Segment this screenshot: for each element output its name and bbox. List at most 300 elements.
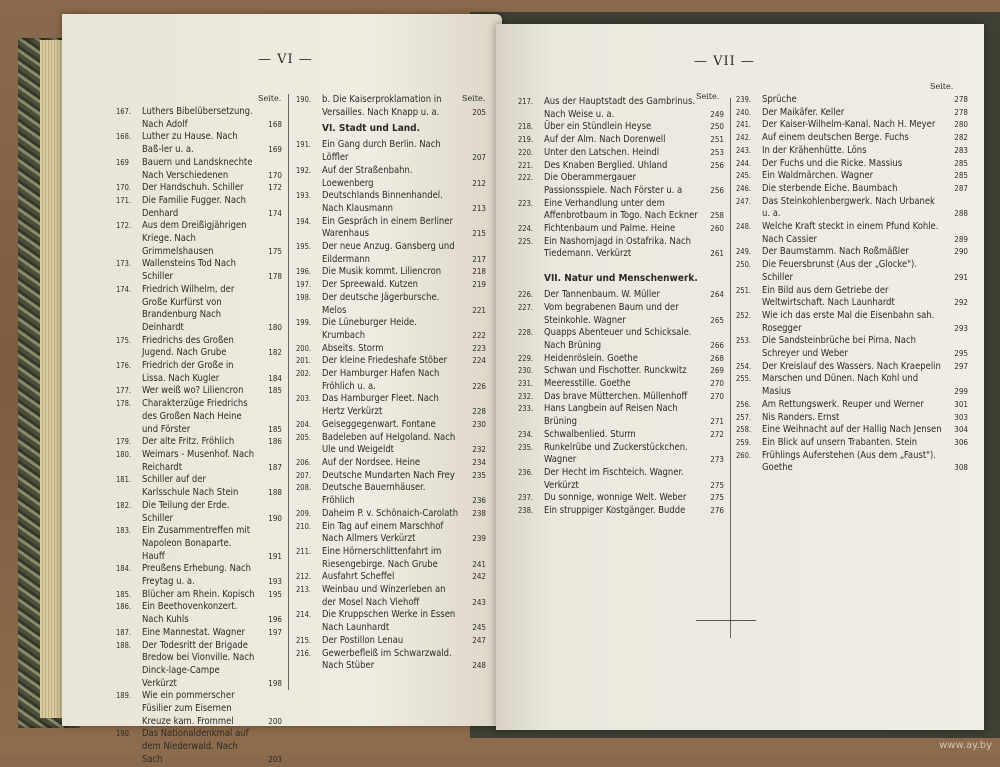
entry-number: 252. — [736, 310, 752, 320]
toc-entry — [116, 589, 282, 602]
entry-page: 269 — [710, 366, 724, 376]
toc-entry — [116, 474, 282, 499]
page-number-left: — VI — — [258, 52, 313, 67]
entry-title: Eine Hörnerschlittenfahrt im Riesengebirge. Nach Grube — [322, 545, 442, 570]
toc-entry — [296, 393, 486, 418]
toc-entry — [296, 584, 486, 609]
toc-entry — [296, 292, 486, 317]
entry-number: 212. — [296, 572, 312, 582]
entry-title: Die Familie Fugger. Nach Denhard — [142, 194, 246, 219]
toc-entry — [116, 690, 282, 728]
entry-number: 243. — [736, 145, 752, 155]
toc-entry — [116, 182, 282, 195]
entry-page: 195 — [268, 589, 282, 599]
entry-page: 185 — [268, 386, 282, 396]
entry-number: 230. — [518, 366, 534, 376]
entry-page: 217 — [472, 254, 486, 264]
entry-page: 251 — [710, 135, 724, 145]
entry-title: Blücher am Rhein. Kopisch — [142, 588, 255, 600]
entry-number: 227. — [518, 302, 534, 312]
toc-entry — [518, 147, 724, 160]
entry-number: 223. — [518, 198, 534, 208]
entry-page: 292 — [954, 298, 968, 308]
entry-number: 176. — [116, 361, 132, 371]
entry-number: 167. — [116, 107, 132, 116]
entry-page: 270 — [710, 391, 724, 401]
entry-page: 278 — [954, 107, 968, 117]
entry-page: 188 — [268, 488, 282, 498]
entry-page: 200 — [268, 716, 282, 726]
entry-page: 272 — [710, 429, 724, 439]
entry-page: 222 — [472, 330, 486, 340]
toc-entry — [736, 450, 968, 475]
entry-title: Quapps Abenteuer und Schicksale. Nach Brüning — [544, 327, 692, 351]
toc-column-left-2 — [296, 94, 486, 673]
entry-title: Eine Mannestat. Wagner — [142, 626, 246, 638]
entry-title: Aus dem Dreißigjährigen Kriege. Nach Grimmelshausen — [142, 220, 247, 257]
toc-entry — [518, 403, 724, 428]
toc-entry — [296, 266, 486, 279]
entry-number: 216. — [296, 648, 312, 658]
toc-entry — [736, 221, 968, 246]
entry-number: 171. — [116, 195, 132, 205]
entry-page: 261 — [710, 249, 724, 259]
toc-entry — [296, 457, 486, 470]
entry-number: 218. — [518, 122, 534, 132]
entry-title: In der Krähenhütte. Löns — [762, 144, 867, 156]
entry-number: 168. — [116, 132, 132, 142]
entry-title: Der Spreewald. Kutzen — [322, 279, 418, 291]
entry-title: Der Postillon Lenau — [322, 634, 404, 646]
entry-title: Auf der Nordsee. Heine — [322, 456, 421, 468]
entry-title: Sprüche — [762, 94, 797, 105]
entry-number: 207. — [296, 470, 312, 480]
entry-page: 297 — [954, 361, 968, 371]
entry-page: 193 — [268, 577, 282, 587]
entry-number: 260. — [736, 450, 752, 460]
entry-number: 249. — [736, 247, 752, 257]
entry-page: 299 — [954, 387, 968, 397]
entry-page: 185 — [268, 424, 282, 434]
entry-page: 256 — [710, 160, 724, 170]
toc-entry — [116, 360, 282, 385]
entry-page: 278 — [954, 95, 968, 104]
toc-entry — [116, 436, 282, 449]
toc-entry — [296, 648, 486, 673]
toc-entry — [296, 521, 486, 546]
entry-number: 185. — [116, 589, 132, 599]
entry-page: 215 — [472, 229, 486, 239]
entry-title: Der Baumstamm. Nach Roßmäßler — [762, 246, 909, 258]
entry-number: 239. — [736, 95, 752, 104]
entry-title: Der Hamburger Hafen Nach Fröhlich u. a. — [322, 368, 440, 392]
entry-page: 178 — [268, 272, 282, 282]
seite-header-right-col1: Seite. — [696, 92, 720, 101]
entry-title: Hans Langbein auf Reisen Nach Brüning — [544, 403, 678, 428]
entry-number: 233. — [518, 404, 534, 414]
section-heading: VI. Stadt und Land. — [322, 123, 421, 135]
toc-entry — [518, 467, 724, 492]
toc-entry — [736, 158, 968, 171]
entry-title: Der Todesritt der Brigade Bredow bei Vionville. Nach Dinck-lage-Campe Verkürzt — [142, 639, 255, 689]
entry-page: 265 — [710, 315, 724, 325]
entry-number: 215. — [296, 635, 312, 645]
toc-entry — [736, 361, 968, 374]
entry-page: 256 — [710, 185, 724, 195]
entry-page: 207 — [472, 153, 486, 163]
entry-page: 247 — [472, 635, 486, 645]
entry-title: Aus der Hauptstadt des Gambrinus. Nach Weise u. a. — [544, 96, 696, 120]
entry-number: 194. — [296, 216, 312, 226]
toc-entry — [296, 432, 486, 457]
entry-page: 221 — [472, 305, 486, 315]
right-page — [496, 24, 984, 730]
entry-number: 204. — [296, 419, 312, 429]
entry-number: 226. — [518, 290, 534, 300]
entry-number: 251. — [736, 285, 752, 295]
entry-page: 205 — [472, 107, 486, 117]
entry-page: 282 — [954, 133, 968, 143]
entry-title: Bauern und Landsknechte Nach Verschiedenen — [142, 156, 253, 181]
toc-entry — [296, 279, 486, 292]
entry-number: 170. — [116, 183, 132, 193]
entry-number: 186. — [116, 602, 132, 612]
entry-number: 175. — [116, 335, 132, 345]
entry-number: 250. — [736, 260, 752, 270]
entry-number: 177. — [116, 386, 132, 396]
entry-title: Der Fuchs und die Ricke. Massius — [762, 157, 903, 169]
entry-page: 230 — [472, 419, 486, 429]
entry-title: Frühlings Auferstehen (Aus dem „Faust"). Goethe — [762, 449, 936, 474]
entry-page: 242 — [472, 572, 486, 582]
entry-number: 242. — [736, 133, 752, 143]
entry-page: 236 — [472, 496, 486, 506]
entry-page: 287 — [954, 183, 968, 193]
entry-number: 217. — [518, 97, 534, 106]
entry-page: 223 — [472, 343, 486, 353]
entry-page: 184 — [268, 373, 282, 383]
entry-title: Der Tannenbaum. W. Müller — [544, 289, 660, 301]
entry-title: Des Knaben Berglied. Uhland — [544, 159, 668, 171]
toc-entry — [296, 470, 486, 483]
entry-page: 239 — [472, 534, 486, 544]
entry-number: 245. — [736, 171, 752, 181]
toc-entry — [736, 310, 968, 335]
toc-entry — [116, 335, 282, 360]
entry-title: Gewerbefleiß im Schwarzwald. Nach Stüber — [322, 647, 452, 672]
entry-number: 203. — [296, 394, 312, 404]
entry-number: 192. — [296, 165, 312, 175]
entry-number: 172. — [116, 221, 132, 231]
toc-entry — [518, 134, 724, 147]
entry-page: 182 — [268, 348, 282, 358]
entry-number: 247. — [736, 196, 752, 206]
entry-title: Das brave Mütterchen. Müllenhoff — [544, 390, 688, 402]
toc-entry — [736, 259, 968, 284]
section-heading: VII. Natur und Menschenwerk. — [544, 273, 698, 285]
entry-page: 301 — [954, 399, 968, 409]
entry-title: Die Feuersbrunst (Aus der „Glocke"). Schiller — [762, 259, 917, 283]
toc-entry — [518, 160, 724, 173]
toc-entry — [296, 139, 486, 164]
end-rule — [696, 620, 756, 621]
entry-number: 189. — [116, 691, 132, 701]
entry-page: 218 — [472, 267, 486, 277]
entry-title: Marschen und Dünen. Nach Kohl und Masius — [762, 373, 919, 398]
toc-entry — [736, 170, 968, 183]
entry-page: 306 — [954, 437, 968, 447]
entry-number: 190. — [116, 729, 132, 739]
toc-entry — [736, 335, 968, 360]
entry-page: 241 — [472, 559, 486, 569]
entry-page: 213 — [472, 203, 486, 213]
seite-header-left-col1: Seite. — [258, 94, 282, 103]
toc-entry — [296, 508, 486, 521]
entry-title: Badeleben auf Helgoland. Nach Ule und Weigeldt — [322, 431, 456, 456]
entry-page: 293 — [954, 323, 968, 333]
entry-number: 256. — [736, 399, 752, 409]
entry-number: 254. — [736, 361, 752, 371]
toc-column-left-1 — [116, 106, 282, 767]
entry-page: 234 — [472, 457, 486, 467]
toc-entry — [518, 289, 724, 302]
entry-number: 220. — [518, 147, 534, 157]
entry-number: 197. — [296, 280, 312, 290]
entry-number: 184. — [116, 564, 132, 574]
entry-page: 203 — [268, 754, 282, 764]
column-divider — [730, 98, 731, 638]
toc-column-right-1 — [518, 96, 724, 518]
entry-title: Unter den Latschen. Heindl — [544, 146, 660, 158]
entry-page: 172 — [268, 183, 282, 193]
entry-title: Schiller auf der Karlsschule Nach Stein — [142, 474, 239, 499]
toc-entry — [116, 195, 282, 220]
entry-number: 196. — [296, 267, 312, 277]
entry-title: Die Teilung der Erde. Schiller — [142, 499, 230, 524]
entry-title: Die Kruppschen Werke in Essen Nach Launhardt — [322, 609, 456, 634]
entry-number: 234. — [518, 429, 534, 439]
entry-page: 168 — [268, 119, 282, 129]
entry-title: Schwalbenlied. Sturm — [544, 428, 636, 440]
entry-page: 250 — [710, 122, 724, 132]
entry-number: 169 — [116, 157, 129, 167]
toc-entry — [736, 94, 968, 107]
entry-number: 241. — [736, 120, 752, 130]
seite-header-left-col2: Seite. — [462, 94, 486, 103]
toc-entry — [518, 96, 724, 121]
entry-title: Der kleine Friedeshafe Stöber — [322, 355, 448, 367]
entry-page: 270 — [710, 379, 724, 389]
entry-number: 211. — [296, 546, 312, 556]
entry-number: 237. — [518, 493, 534, 503]
entry-number: 253. — [736, 336, 752, 346]
toc-entry — [116, 640, 282, 691]
entry-number: 183. — [116, 526, 132, 536]
toc-entry — [296, 343, 486, 356]
entry-number: 229. — [518, 353, 534, 363]
entry-page: 308 — [954, 463, 968, 473]
entry-number: 248. — [736, 222, 752, 232]
toc-entry — [296, 216, 486, 241]
toc-entry — [736, 107, 968, 120]
toc-entry — [296, 190, 486, 215]
entry-page: 276 — [710, 506, 724, 516]
entry-number: 200. — [296, 343, 312, 353]
entry-title: Wie ein pommerscher Füsilier zum Eisernen Kreuze kam. Frommel — [142, 690, 235, 727]
entry-page: 219 — [472, 280, 486, 290]
entry-page: 260 — [710, 224, 724, 234]
toc-entry — [116, 258, 282, 283]
entry-title: Der Maikäfer. Keller — [762, 106, 845, 118]
toc-entry — [116, 563, 282, 588]
entry-title: Ein Blick auf unsern Trabanten. Stein — [762, 436, 918, 448]
entry-title: Ein Nashornjagd in Ostafrika. Nach Tiedemann. Verkürzt — [544, 235, 691, 260]
entry-page: 186 — [268, 437, 282, 447]
toc-entry — [518, 365, 724, 378]
entry-page: 187 — [268, 462, 282, 472]
toc-entry — [518, 121, 724, 134]
entry-title: Preußens Erhebung. Nach Freytag u. a. — [142, 563, 252, 588]
entry-title: Die Sandsteinbrüche bei Pirna. Nach Schreyer und Weber — [762, 335, 916, 360]
entry-title: Der Kreislauf des Wassers. Nach Kraepelin — [762, 360, 941, 372]
entry-number: 221. — [518, 160, 534, 170]
page-number-right: — VII — — [694, 54, 755, 69]
entry-title: Ein Waldmärchen. Wagner — [762, 170, 874, 182]
entry-page: 268 — [710, 353, 724, 363]
entry-title: Auf der Alm. Nach Dorenwell — [544, 134, 666, 146]
entry-number: 174. — [116, 284, 132, 294]
entry-title: Vom begrabenen Baum und der Steinkohle. Wagner — [544, 301, 679, 326]
entry-number: 228. — [518, 328, 534, 338]
entry-page: 275 — [710, 480, 724, 490]
toc-entry — [518, 327, 724, 352]
entry-page: 245 — [472, 623, 486, 633]
entry-page: 249 — [710, 109, 724, 119]
toc-entry — [296, 165, 486, 190]
entry-page: 196 — [268, 615, 282, 625]
entry-title: Über ein Stündlein Heyse — [544, 121, 652, 133]
toc-entry — [736, 196, 968, 221]
entry-title: Luther zu Hause. Nach Baß-ler u. a. — [142, 131, 238, 156]
toc-entry — [736, 119, 968, 132]
entry-number: 236. — [518, 467, 534, 477]
toc-entry — [736, 246, 968, 259]
toc-entry — [296, 94, 486, 119]
entry-number: 190. — [296, 95, 312, 104]
entry-number: 193. — [296, 191, 312, 201]
entry-number: 244. — [736, 158, 752, 168]
entry-title: b. Die Kaiserproklamation in Versailles. Nach Knapp u. a. — [322, 94, 442, 118]
toc-entry — [736, 132, 968, 145]
entry-page: 170 — [268, 170, 282, 180]
entry-title: Ein Zusammentreffen mit Napoleon Bonaparte. Hauff — [142, 525, 250, 562]
entry-title: Die sterbende Eiche. Baumbach — [762, 182, 898, 194]
entry-title: Deutsche Bauernhäuser. Fröhlich — [322, 482, 426, 507]
entry-title: Heidenröslein. Goethe — [544, 352, 638, 364]
entry-page: 238 — [472, 508, 486, 518]
column-divider — [288, 94, 289, 690]
entry-title: Die Lüneburger Heide. Krumbach — [322, 317, 417, 341]
entry-number: 238. — [518, 506, 534, 516]
entry-title: Das Hamburger Fleet. Nach Hertz Verkürzt — [322, 393, 439, 418]
toc-entry — [518, 391, 724, 404]
toc-entry — [518, 442, 724, 467]
entry-title: Friedrich Wilhelm, der Große Kurfürst von Brandenburg Nach Deinhardt — [142, 283, 235, 333]
entry-number: 208. — [296, 483, 312, 493]
entry-number: 178. — [116, 399, 132, 409]
entry-title: Eine Weihnacht auf der Hallig Nach Jensen — [762, 424, 942, 436]
toc-entry — [116, 131, 282, 156]
entry-page: 243 — [472, 597, 486, 607]
entry-page: 285 — [954, 171, 968, 181]
toc-entry — [736, 424, 968, 437]
toc-entry — [296, 482, 486, 507]
toc-entry — [518, 198, 724, 223]
entry-title: Luthers Bibelübersetzung. Nach Adolf — [142, 106, 253, 130]
entry-number: 246. — [736, 183, 752, 193]
toc-entry — [296, 571, 486, 584]
toc-entry — [296, 546, 486, 571]
toc-entry — [296, 635, 486, 648]
toc-entry — [116, 284, 282, 335]
entry-title: Welche Kraft steckt in einem Pfund Kohle. Nach Cassier — [762, 221, 939, 245]
entry-number: 180. — [116, 449, 132, 459]
entry-number: 195. — [296, 242, 312, 252]
entry-title: Charakterzüge Friedrichs des Großen Nach Heine und Förster — [142, 398, 248, 435]
entry-number: 219. — [518, 135, 534, 145]
entry-page: 253 — [710, 147, 724, 157]
entry-title: Der Hecht im Fischteich. Wagner. Verkürzt — [544, 466, 684, 491]
toc-entry — [518, 353, 724, 366]
entry-page: 275 — [710, 493, 724, 503]
entry-title: Nis Randers. Ernst — [762, 411, 840, 423]
entry-page: 303 — [954, 412, 968, 422]
toc-entry — [296, 241, 486, 266]
entry-title: Ein Gespräch in einem Berliner Warenhaus — [322, 215, 453, 240]
entry-number: 240. — [736, 107, 752, 117]
entry-number: 231. — [518, 379, 534, 389]
entry-title: Deutsche Mundarten Nach Frey — [322, 469, 455, 481]
toc-entry — [116, 398, 282, 436]
toc-entry — [518, 492, 724, 505]
toc-entry — [296, 609, 486, 634]
toc-entry — [116, 106, 282, 131]
entry-title: Abseits. Storm — [322, 342, 384, 354]
toc-entry — [296, 419, 486, 432]
entry-title: Geiseggegenwart. Fontane — [322, 418, 436, 430]
toc-entry — [296, 355, 486, 368]
toc-entry — [518, 223, 724, 236]
toc-entry — [116, 157, 282, 182]
entry-title: Der alte Fritz. Fröhlich — [142, 436, 235, 448]
entry-page: 180 — [268, 322, 282, 332]
entry-page: 212 — [472, 178, 486, 188]
entry-title: Deutschlands Binnenhandel. Nach Klausmann — [322, 190, 443, 214]
entry-title: Meeresstille. Goethe — [544, 378, 631, 390]
entry-number: 222. — [518, 173, 534, 183]
entry-number: 232. — [518, 391, 534, 401]
entry-number: 205. — [296, 432, 312, 442]
entry-page: 197 — [268, 627, 282, 637]
entry-number: 187. — [116, 627, 132, 637]
toc-entry — [116, 525, 282, 563]
entry-page: 224 — [472, 356, 486, 366]
toc-entry — [116, 449, 282, 474]
entry-page: 289 — [954, 234, 968, 244]
entry-title: Weimars - Musenhof. Nach Reichardt — [142, 448, 255, 473]
entry-number: 181. — [116, 475, 132, 485]
entry-number: 225. — [518, 236, 534, 246]
